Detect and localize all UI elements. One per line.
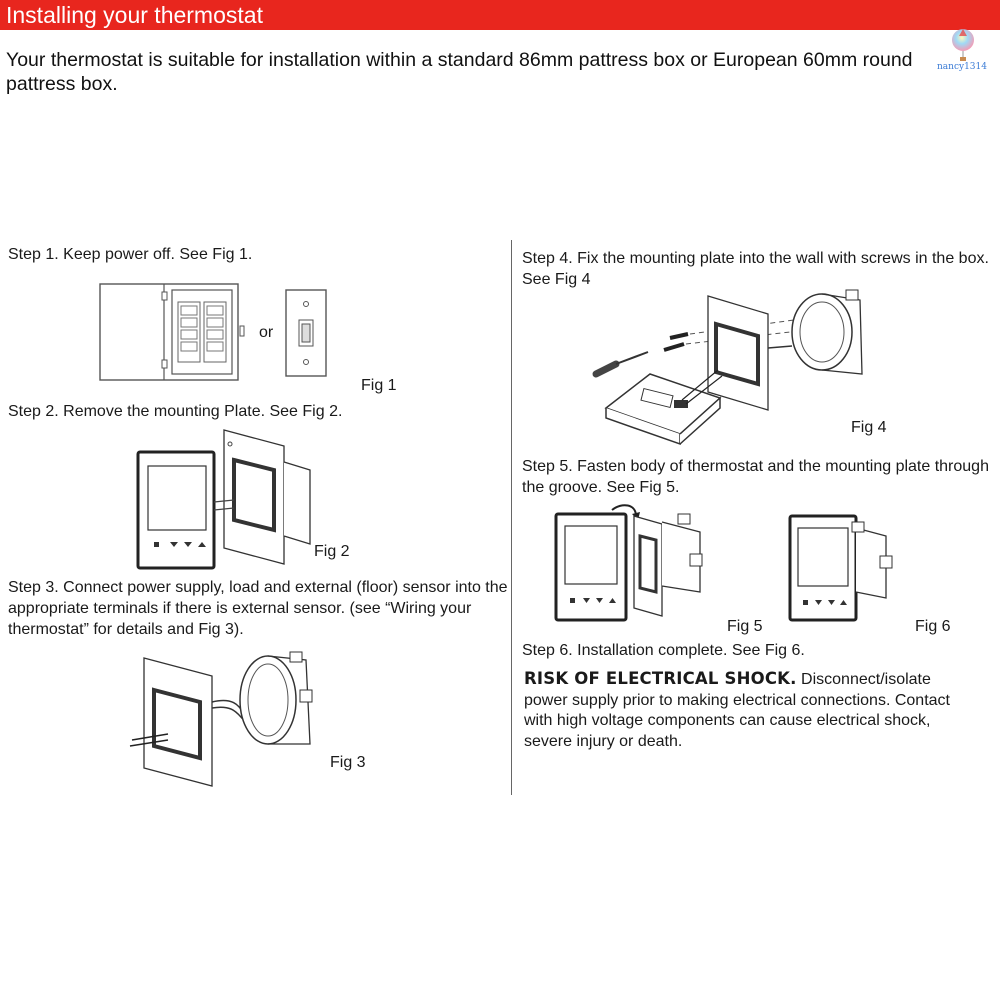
fig-2-label: Fig 2: [314, 543, 350, 560]
intro-paragraph: Your thermostat is suitable for installation within a standard 86mm pattress box or European 60mm round pattress box.: [6, 49, 913, 95]
column-divider: [511, 240, 512, 795]
fig-1-label: Fig 1: [361, 377, 397, 394]
title-banner: [0, 0, 1000, 30]
fig-6-label: Fig 6: [915, 618, 951, 635]
step-1-text: Step 1. Keep power off. See Fig 1.: [8, 246, 253, 263]
fig-5-fasten-body-illustration: [552, 500, 712, 624]
screwdriver-icon: [596, 352, 648, 374]
fig-1-breaker-panel-illustration: [96, 282, 336, 384]
step-4-text: Step 4. Fix the mounting plate into the wall with screws in the box. See Fig 4: [522, 250, 989, 288]
fig-1-or-label: or: [259, 324, 274, 341]
fig-3-wiring-illustration: [128, 650, 328, 790]
fig-4-label: Fig 4: [851, 419, 887, 436]
step-2-text: Step 2. Remove the mounting Plate. See Fig 2.: [8, 403, 343, 420]
step-6-text: Step 6. Installation complete. See Fig 6.: [522, 642, 805, 659]
hot-air-balloon-icon: [950, 26, 976, 62]
warning-body: Disconnect/isolate power supply prior to making electrical connections. Contact with high voltage components can cause electrical shock, severe injury or death.: [524, 671, 950, 750]
step-3-text: Step 3. Connect power supply, load and external (floor) sensor into the appropriate terminals if there is external sensor. (see “Wiring your thermostat” for details and Fig 3).: [8, 579, 508, 638]
fig-6-installed-illustration: [786, 512, 896, 624]
step-5-text: Step 5. Fasten body of thermostat and the mounting plate through the groove. See Fig 5.: [522, 458, 989, 496]
electrical-shock-warning: [524, 669, 974, 752]
watermark-text: nancy1314: [937, 62, 987, 72]
page-title: Installing your thermostat: [6, 2, 263, 28]
fig-2-remove-plate-illustration: [134, 426, 314, 576]
warning-heading: RISK OF ELECTRICAL SHOCK.: [524, 669, 797, 688]
fig-4-fix-plate-illustration: [590, 288, 890, 448]
fig-3-label: Fig 3: [330, 754, 366, 771]
fig-5-label: Fig 5: [727, 618, 763, 635]
